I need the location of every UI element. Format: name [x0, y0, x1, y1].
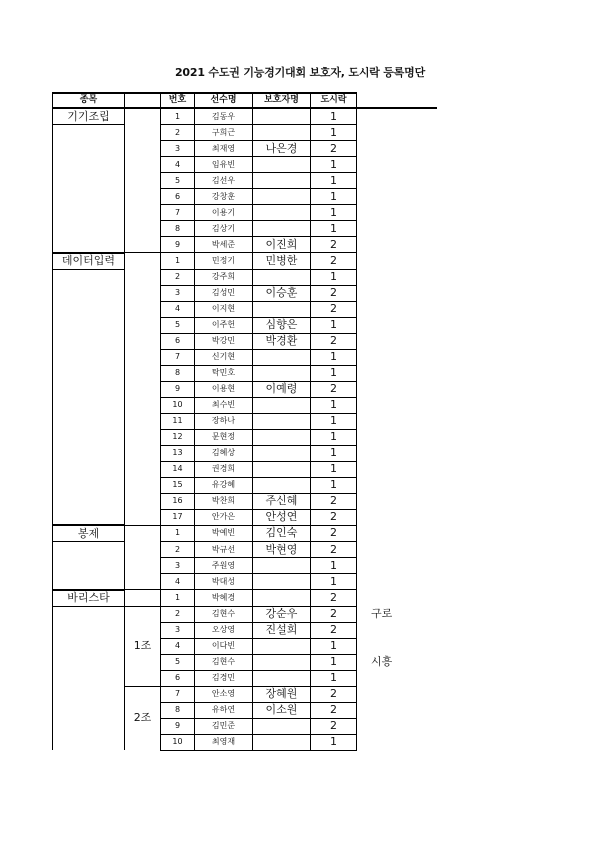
guardian-name: [253, 349, 311, 365]
player-name: 강주희: [195, 269, 253, 285]
row-number: 9: [161, 237, 195, 253]
lunch-count: 1: [311, 574, 357, 590]
lunch-count: 1: [311, 317, 357, 333]
guardian-name: [253, 461, 311, 477]
row-note: [357, 718, 437, 734]
row-note: [357, 317, 437, 333]
player-name: 김선우: [195, 173, 253, 189]
guardian-name: [253, 221, 311, 237]
group-label: 1조: [125, 606, 161, 686]
header-guardian-name: 보호자명: [253, 93, 311, 108]
player-name: 문현정: [195, 429, 253, 445]
guardian-name: [253, 269, 311, 285]
lunch-count: 1: [311, 445, 357, 461]
row-number: 5: [161, 317, 195, 333]
header-number: 번호: [161, 93, 195, 108]
lunch-count: 1: [311, 734, 357, 750]
guardian-name: [253, 574, 311, 590]
lunch-count: 2: [311, 237, 357, 253]
player-name: 이용기: [195, 205, 253, 221]
row-note: [357, 686, 437, 702]
header-note: [357, 93, 437, 108]
row-note: [357, 221, 437, 237]
row-number: 2: [161, 125, 195, 141]
row-number: 4: [161, 301, 195, 317]
lunch-count: 1: [311, 189, 357, 205]
row-number: 1: [161, 253, 195, 270]
player-name: 김민준: [195, 718, 253, 734]
row-number: 3: [161, 141, 195, 157]
header-group: [125, 93, 161, 108]
player-name: 최수빈: [195, 397, 253, 413]
lunch-count: 1: [311, 125, 357, 141]
table-row: [53, 590, 437, 607]
row-note: [357, 237, 437, 253]
lunch-count: 2: [311, 590, 357, 607]
row-note: [357, 253, 437, 270]
row-note: [357, 702, 437, 718]
row-note: [357, 157, 437, 173]
guardian-name: 심향은: [253, 317, 311, 333]
row-note: [357, 205, 437, 221]
guardian-name: [253, 654, 311, 670]
row-number: 5: [161, 654, 195, 670]
row-note: [357, 509, 437, 525]
player-name: 김현수: [195, 606, 253, 622]
table-row: [53, 269, 437, 285]
header-category: 종목: [53, 93, 125, 108]
guardian-name: [253, 125, 311, 141]
row-number: 4: [161, 574, 195, 590]
guardian-name: [253, 718, 311, 734]
row-number: 6: [161, 189, 195, 205]
row-number: 3: [161, 622, 195, 638]
header-lunch-count: 도시락: [311, 93, 357, 108]
category-cell: 데이터입력: [53, 253, 125, 270]
row-note: [357, 590, 437, 607]
registration-table: [52, 92, 437, 751]
lunch-count: 2: [311, 253, 357, 270]
lunch-count: 1: [311, 205, 357, 221]
lunch-count: 1: [311, 173, 357, 189]
row-number: 6: [161, 333, 195, 349]
guardian-name: [253, 670, 311, 686]
row-note: [357, 429, 437, 445]
row-number: 11: [161, 413, 195, 429]
row-number: 2: [161, 269, 195, 285]
player-name: 오상영: [195, 622, 253, 638]
guardian-name: [253, 429, 311, 445]
lunch-count: 1: [311, 397, 357, 413]
guardian-name: 나은경: [253, 141, 311, 157]
player-name: 구희근: [195, 125, 253, 141]
category-cell: 바리스타: [53, 590, 125, 607]
lunch-count: 1: [311, 349, 357, 365]
player-name: 박규선: [195, 542, 253, 558]
lunch-count: 2: [311, 381, 357, 397]
row-note: [357, 638, 437, 654]
lunch-count: 1: [311, 413, 357, 429]
row-note: [357, 734, 437, 750]
row-note: [357, 670, 437, 686]
table-row: [53, 542, 437, 558]
row-note: [357, 574, 437, 590]
row-note: [357, 445, 437, 461]
lunch-count: 2: [311, 333, 357, 349]
player-name: 임유빈: [195, 157, 253, 173]
row-note: [357, 269, 437, 285]
row-number: 7: [161, 349, 195, 365]
group-label: 2조: [125, 686, 161, 750]
row-note: [357, 525, 437, 542]
player-name: 장하나: [195, 413, 253, 429]
row-number: 3: [161, 558, 195, 574]
row-note: [357, 349, 437, 365]
row-number: 15: [161, 477, 195, 493]
guardian-name: 김인숙: [253, 525, 311, 542]
row-note: [357, 285, 437, 301]
group-label: [125, 590, 161, 607]
guardian-name: [253, 173, 311, 189]
row-number: 2: [161, 542, 195, 558]
row-number: 12: [161, 429, 195, 445]
player-name: 박혜경: [195, 590, 253, 607]
guardian-name: 이승훈: [253, 285, 311, 301]
row-number: 8: [161, 702, 195, 718]
player-name: 이다빈: [195, 638, 253, 654]
lunch-count: 1: [311, 654, 357, 670]
player-name: 김성민: [195, 285, 253, 301]
player-name: 박세준: [195, 237, 253, 253]
lunch-count: 1: [311, 477, 357, 493]
lunch-count: 2: [311, 686, 357, 702]
lunch-count: 2: [311, 301, 357, 317]
player-name: 권경희: [195, 461, 253, 477]
player-name: 김동우: [195, 108, 253, 125]
player-name: 박대성: [195, 574, 253, 590]
row-number: 2: [161, 606, 195, 622]
category-cell: 봉제: [53, 525, 125, 542]
header-player-name: 선수명: [195, 93, 253, 108]
guardian-name: [253, 638, 311, 654]
row-note: [357, 333, 437, 349]
row-number: 5: [161, 173, 195, 189]
row-note: [357, 173, 437, 189]
guardian-name: 민병한: [253, 253, 311, 270]
row-note: [357, 125, 437, 141]
table-row: [53, 125, 437, 141]
lunch-count: 1: [311, 365, 357, 381]
table-row: [53, 525, 437, 542]
guardian-name: [253, 189, 311, 205]
lunch-count: 1: [311, 221, 357, 237]
lunch-count: 2: [311, 509, 357, 525]
row-note: [357, 141, 437, 157]
guardian-name: [253, 108, 311, 125]
player-name: 김경민: [195, 670, 253, 686]
lunch-count: 2: [311, 285, 357, 301]
category-cell-continuation: [53, 269, 125, 525]
table-row: [53, 108, 437, 125]
guardian-name: 박현영: [253, 542, 311, 558]
row-number: 1: [161, 525, 195, 542]
row-note: [357, 189, 437, 205]
table-row: [53, 606, 437, 622]
lunch-count: 1: [311, 558, 357, 574]
row-note: [357, 477, 437, 493]
row-number: 10: [161, 397, 195, 413]
lunch-count: 1: [311, 638, 357, 654]
group-cell: [125, 253, 161, 526]
lunch-count: 2: [311, 542, 357, 558]
row-number: 16: [161, 493, 195, 509]
row-number: 8: [161, 221, 195, 237]
row-note: [357, 542, 437, 558]
row-number: 1: [161, 108, 195, 125]
lunch-count: 2: [311, 718, 357, 734]
guardian-name: 강순우: [253, 606, 311, 622]
group-cell: [125, 525, 161, 590]
row-note: [357, 461, 437, 477]
lunch-count: 2: [311, 141, 357, 157]
lunch-count: 2: [311, 606, 357, 622]
row-note: 시흥: [371, 655, 393, 668]
lunch-count: 1: [311, 429, 357, 445]
guardian-name: [253, 365, 311, 381]
player-name: 신기현: [195, 349, 253, 365]
guardian-name: [253, 413, 311, 429]
table-header-row: [53, 93, 437, 108]
guardian-name: [253, 734, 311, 750]
guardian-name: [253, 205, 311, 221]
row-number: 4: [161, 638, 195, 654]
lunch-count: 1: [311, 670, 357, 686]
row-note: [357, 622, 437, 638]
row-note: [357, 301, 437, 317]
row-note: [357, 493, 437, 509]
row-note: [357, 397, 437, 413]
lunch-count: 2: [311, 525, 357, 542]
category-cell-continuation: [53, 125, 125, 253]
guardian-name: [253, 590, 311, 607]
player-name: 박강민: [195, 333, 253, 349]
lunch-count: 2: [311, 622, 357, 638]
lunch-count: 1: [311, 157, 357, 173]
guardian-name: 이소원: [253, 702, 311, 718]
row-note: [357, 413, 437, 429]
player-name: 주원영: [195, 558, 253, 574]
lunch-count: 1: [311, 269, 357, 285]
guardian-name: [253, 477, 311, 493]
player-name: 박예빈: [195, 525, 253, 542]
row-number: 9: [161, 381, 195, 397]
row-number: 13: [161, 445, 195, 461]
player-name: 유강혜: [195, 477, 253, 493]
lunch-count: 1: [311, 461, 357, 477]
lunch-count: 1: [311, 108, 357, 125]
row-number: 10: [161, 734, 195, 750]
player-name: 민정기: [195, 253, 253, 270]
guardian-name: [253, 397, 311, 413]
table-row: [53, 253, 437, 270]
row-note: [357, 365, 437, 381]
row-number: 7: [161, 686, 195, 702]
guardian-name: [253, 558, 311, 574]
group-cell: [125, 108, 161, 253]
row-note: [357, 558, 437, 574]
guardian-name: 주신혜: [253, 493, 311, 509]
row-number: 3: [161, 285, 195, 301]
guardian-name: 이진희: [253, 237, 311, 253]
page-title: 2021 수도권 기능경기대회 보호자, 도시락 등록명단: [174, 66, 426, 79]
row-number: 6: [161, 670, 195, 686]
player-name: 이주헌: [195, 317, 253, 333]
player-name: 안소영: [195, 686, 253, 702]
row-number: 4: [161, 157, 195, 173]
player-name: 탁민호: [195, 365, 253, 381]
row-note: [357, 108, 437, 125]
player-name: 이지현: [195, 301, 253, 317]
category-cell-continuation: [53, 542, 125, 590]
lunch-count: 2: [311, 493, 357, 509]
player-name: 최재영: [195, 141, 253, 157]
player-name: 이용현: [195, 381, 253, 397]
row-number: 9: [161, 718, 195, 734]
guardian-name: 장혜원: [253, 686, 311, 702]
guardian-name: 이예령: [253, 381, 311, 397]
category-cell: 기기조립: [53, 108, 125, 125]
player-name: 유하연: [195, 702, 253, 718]
row-note: [357, 381, 437, 397]
player-name: 김상기: [195, 221, 253, 237]
guardian-name: [253, 445, 311, 461]
row-number: 17: [161, 509, 195, 525]
guardian-name: 박경환: [253, 333, 311, 349]
category-cell-continuation: [53, 606, 125, 750]
guardian-name: 진설희: [253, 622, 311, 638]
guardian-name: 안성연: [253, 509, 311, 525]
lunch-count: 2: [311, 702, 357, 718]
guardian-name: [253, 157, 311, 173]
player-name: 김현수: [195, 654, 253, 670]
row-note: 구로: [371, 607, 393, 620]
player-name: 박찬희: [195, 493, 253, 509]
row-number: 7: [161, 205, 195, 221]
guardian-name: [253, 301, 311, 317]
row-number: 14: [161, 461, 195, 477]
row-number: 1: [161, 590, 195, 607]
player-name: 강창훈: [195, 189, 253, 205]
player-name: 최영재: [195, 734, 253, 750]
player-name: 안가은: [195, 509, 253, 525]
row-number: 8: [161, 365, 195, 381]
player-name: 김혜상: [195, 445, 253, 461]
